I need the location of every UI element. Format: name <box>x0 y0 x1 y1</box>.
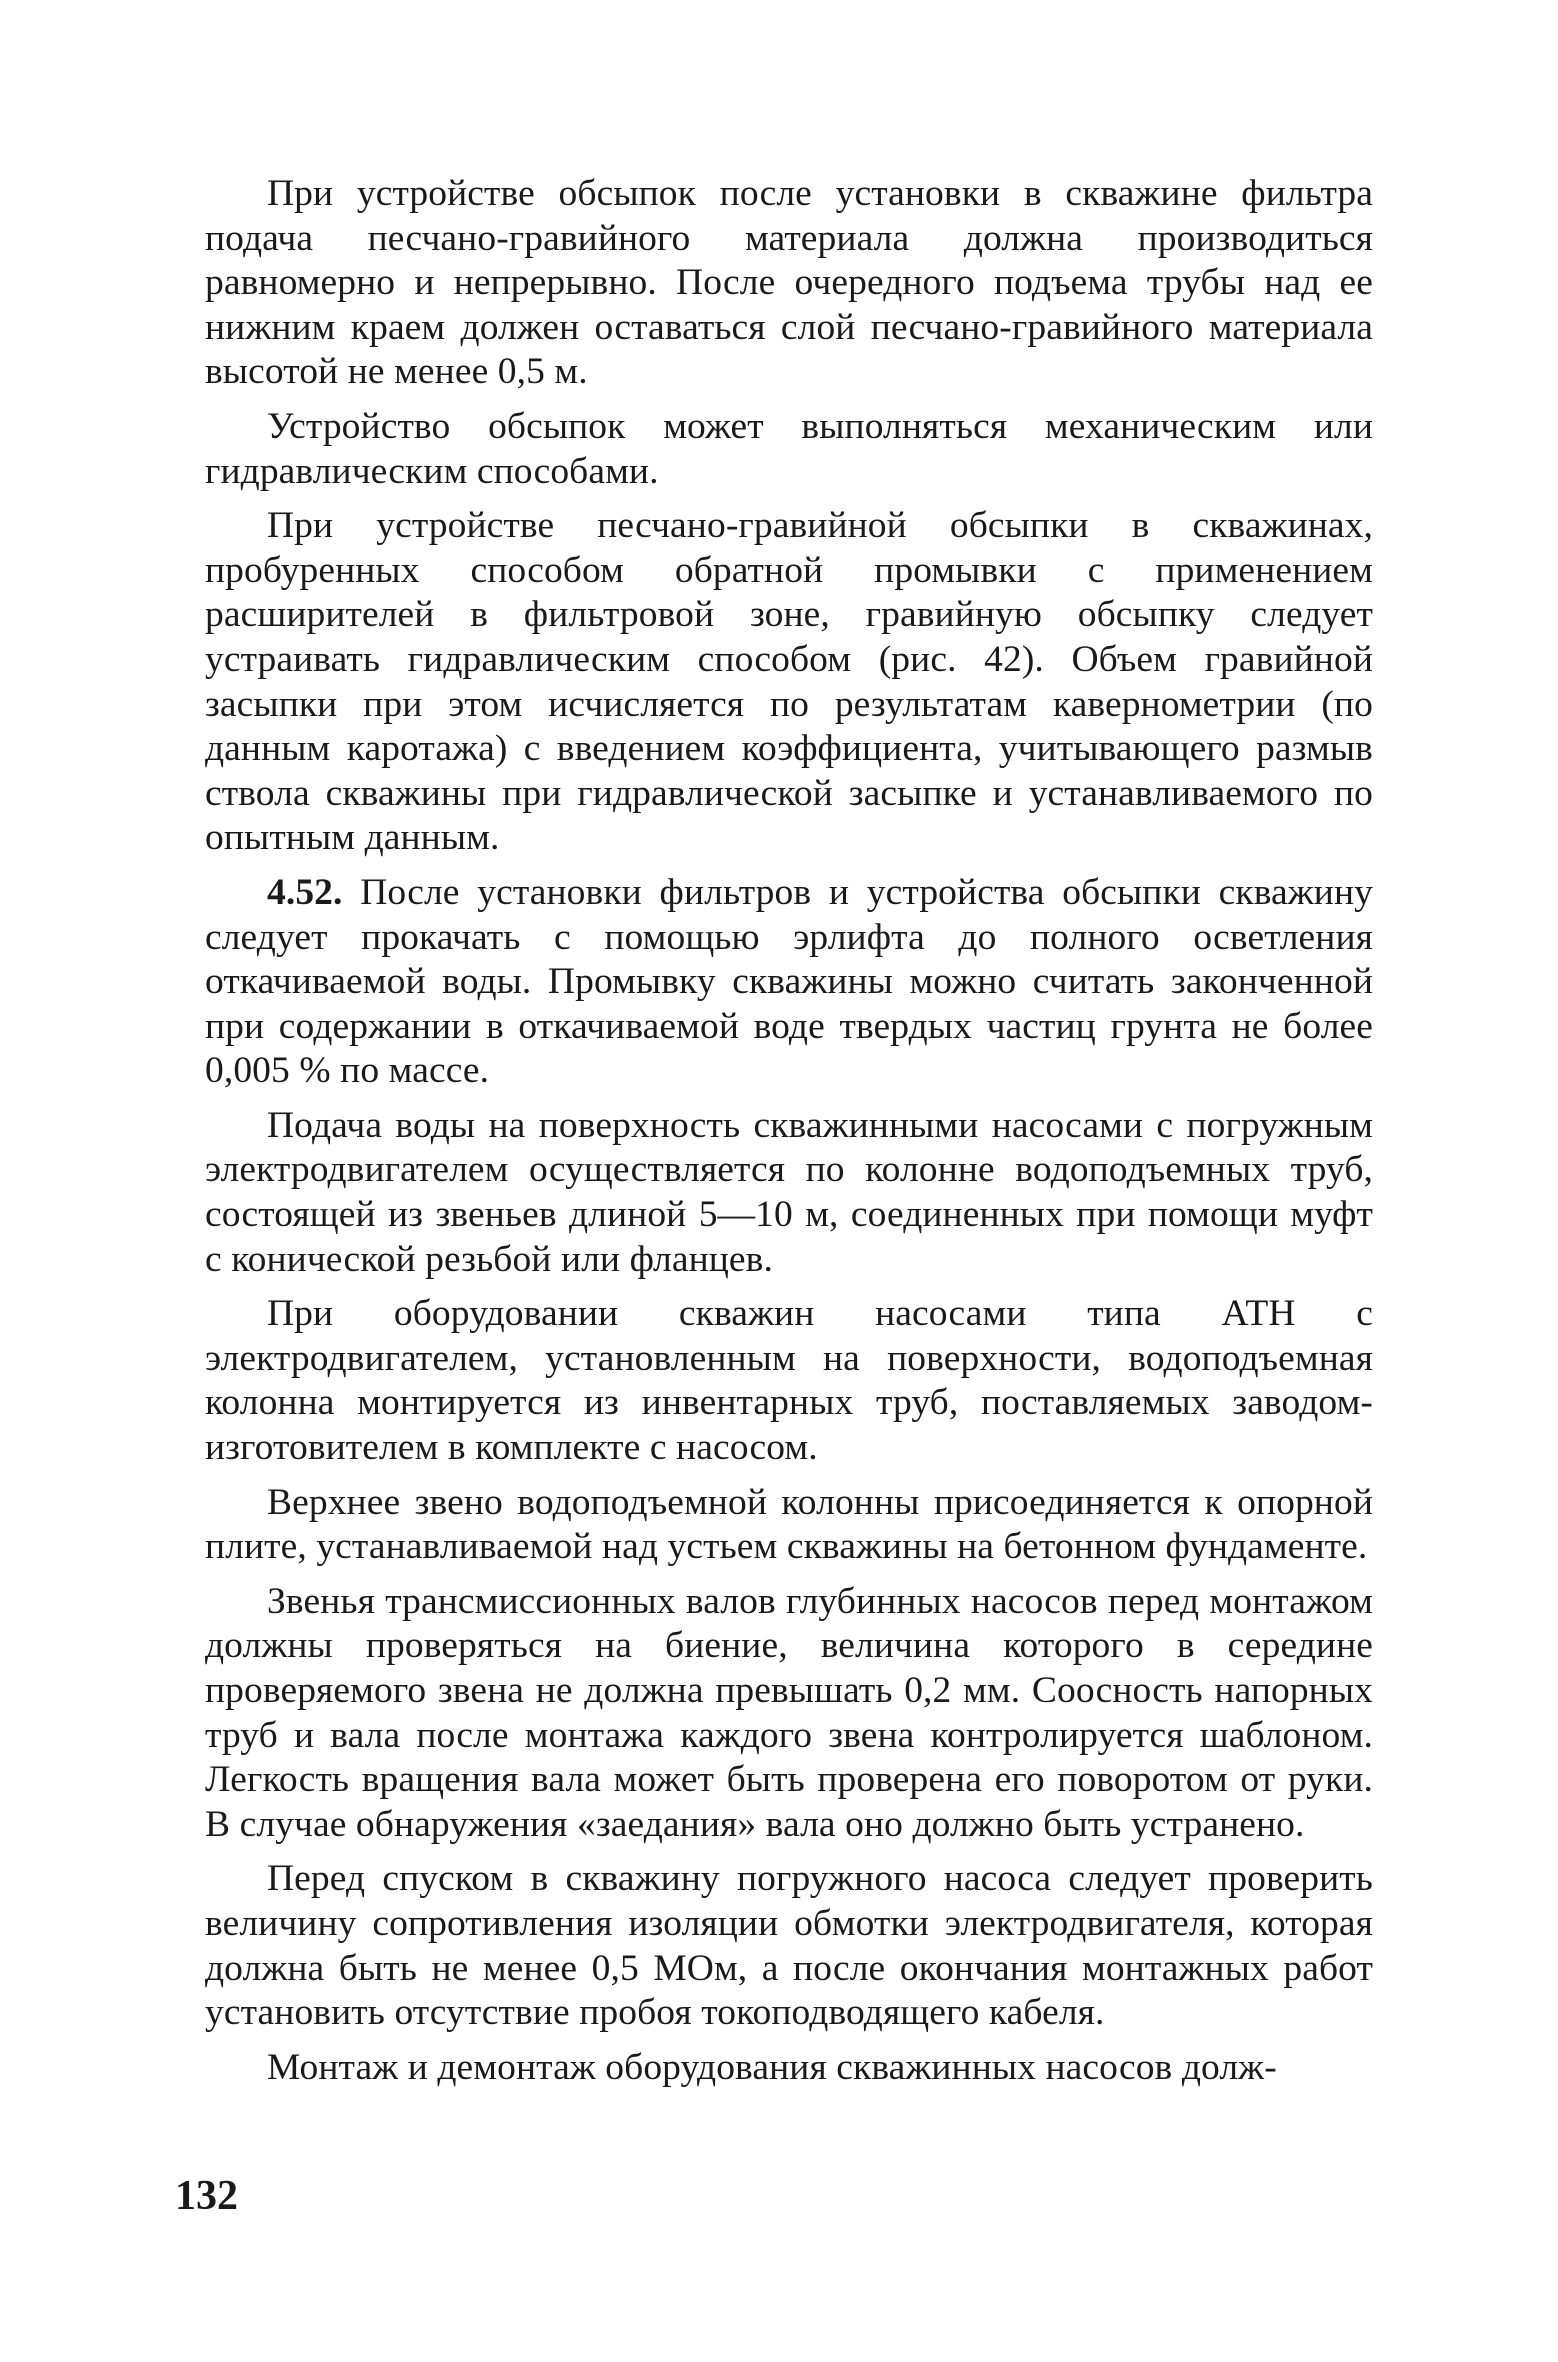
paragraph-text: Перед спуском в скважину погружного насоса следует проверить величину сопротивления изоляции обмотки электродвигателя, которая должна быть не менее 0,5 МОм, а после окончания монтажных работ установить отсутствие пробоя токоподводящего кабеля. <box>205 1858 1373 2034</box>
paragraph-text: Подача воды на поверхность скважинными насосами с погружным электродвигателем осуществляется по колонне водоподъемных труб, состоящей из звеньев длиной 5—10 м, соединенных при помощи муфт с конической резьбой или фланцев. <box>205 1104 1373 1280</box>
paragraph-7 <box>205 1481 1373 1570</box>
paragraph-1 <box>205 172 1373 395</box>
paragraph-text: Устройство обсыпок может выполняться механическим или гидравлическим способами. <box>205 405 1373 492</box>
paragraph-5 <box>205 1104 1373 1282</box>
paragraph-2 <box>205 405 1373 494</box>
paragraph-10 <box>205 2046 1373 2091</box>
paragraph-9 <box>205 1857 1373 2035</box>
paragraph-6 <box>205 1292 1373 1470</box>
paragraph-text: При устройстве обсыпок после установки в скважине фильтра подача песчано-гравийного материала должна производиться равномерно и непрерывно. После очередного подъема трубы над ее нижним краем должен оставаться слой песчано-гравийного материала высотой не менее 0,5 м. <box>205 173 1373 393</box>
page-number: 132 <box>175 2173 238 2219</box>
paragraph-8 <box>205 1580 1373 1848</box>
paragraph-text: Звенья трансмиссионных валов глубинных насосов перед монтажом должны проверяться на биение, величина которого в середине проверяемого звена не должна превышать 0,2 мм. Соосность напорных труб и вала после монтажа каждого звена контролируется шаблоном. Легкость вращения вала может быть проверена его поворотом от руки. В случае обнаружения «заедания» вала оно должно быть устранено. <box>205 1580 1373 1845</box>
clause-number: 4.52. <box>267 871 343 913</box>
paragraph-text: При устройстве песчано-гравийной обсыпки в скважинах, пробуренных способом обратной промывки с применением расширителей в фильтровой зоне, гравийную обсыпку следует устраивать гидравлическим способом (рис. 42). Объем гравийной засыпки при этом исчисляется по результатам кавернометрии (по данным каротажа) с введением коэффициента, учитывающего размыв ствола скважины при гидравлической засыпке и устанавливаемого по опытным данным. <box>205 505 1373 859</box>
paragraph-text: Верхнее звено водоподъемной колонны присоединяется к опорной плите, устанавливаемой над устьем скважины на бетонном фундаменте. <box>205 1481 1373 1568</box>
paragraph-text: После установки фильтров и устройства обсыпки скважину следует прокачать с помощью эрлифта до полного осветления откачиваемой воды. Промывку скважины можно считать законченной при содержании в откачиваемой воде твердых частиц грунта не более 0,005 % по массе. <box>205 871 1373 1092</box>
body-text <box>205 172 1373 2090</box>
paragraph-text: При оборудовании скважин насосами типа АТН с электродвигателем, установленным на поверхности, водоподъемная колонна монтируется из инвентарных труб, поставляемых заводом-изготовителем в комплекте с насосом. <box>205 1293 1373 1469</box>
paragraph-text: Монтаж и демонтаж оборудования скважинных насосов долж- <box>267 2046 1277 2088</box>
paragraph-3 <box>205 504 1373 861</box>
paragraph-4 <box>205 871 1373 1094</box>
